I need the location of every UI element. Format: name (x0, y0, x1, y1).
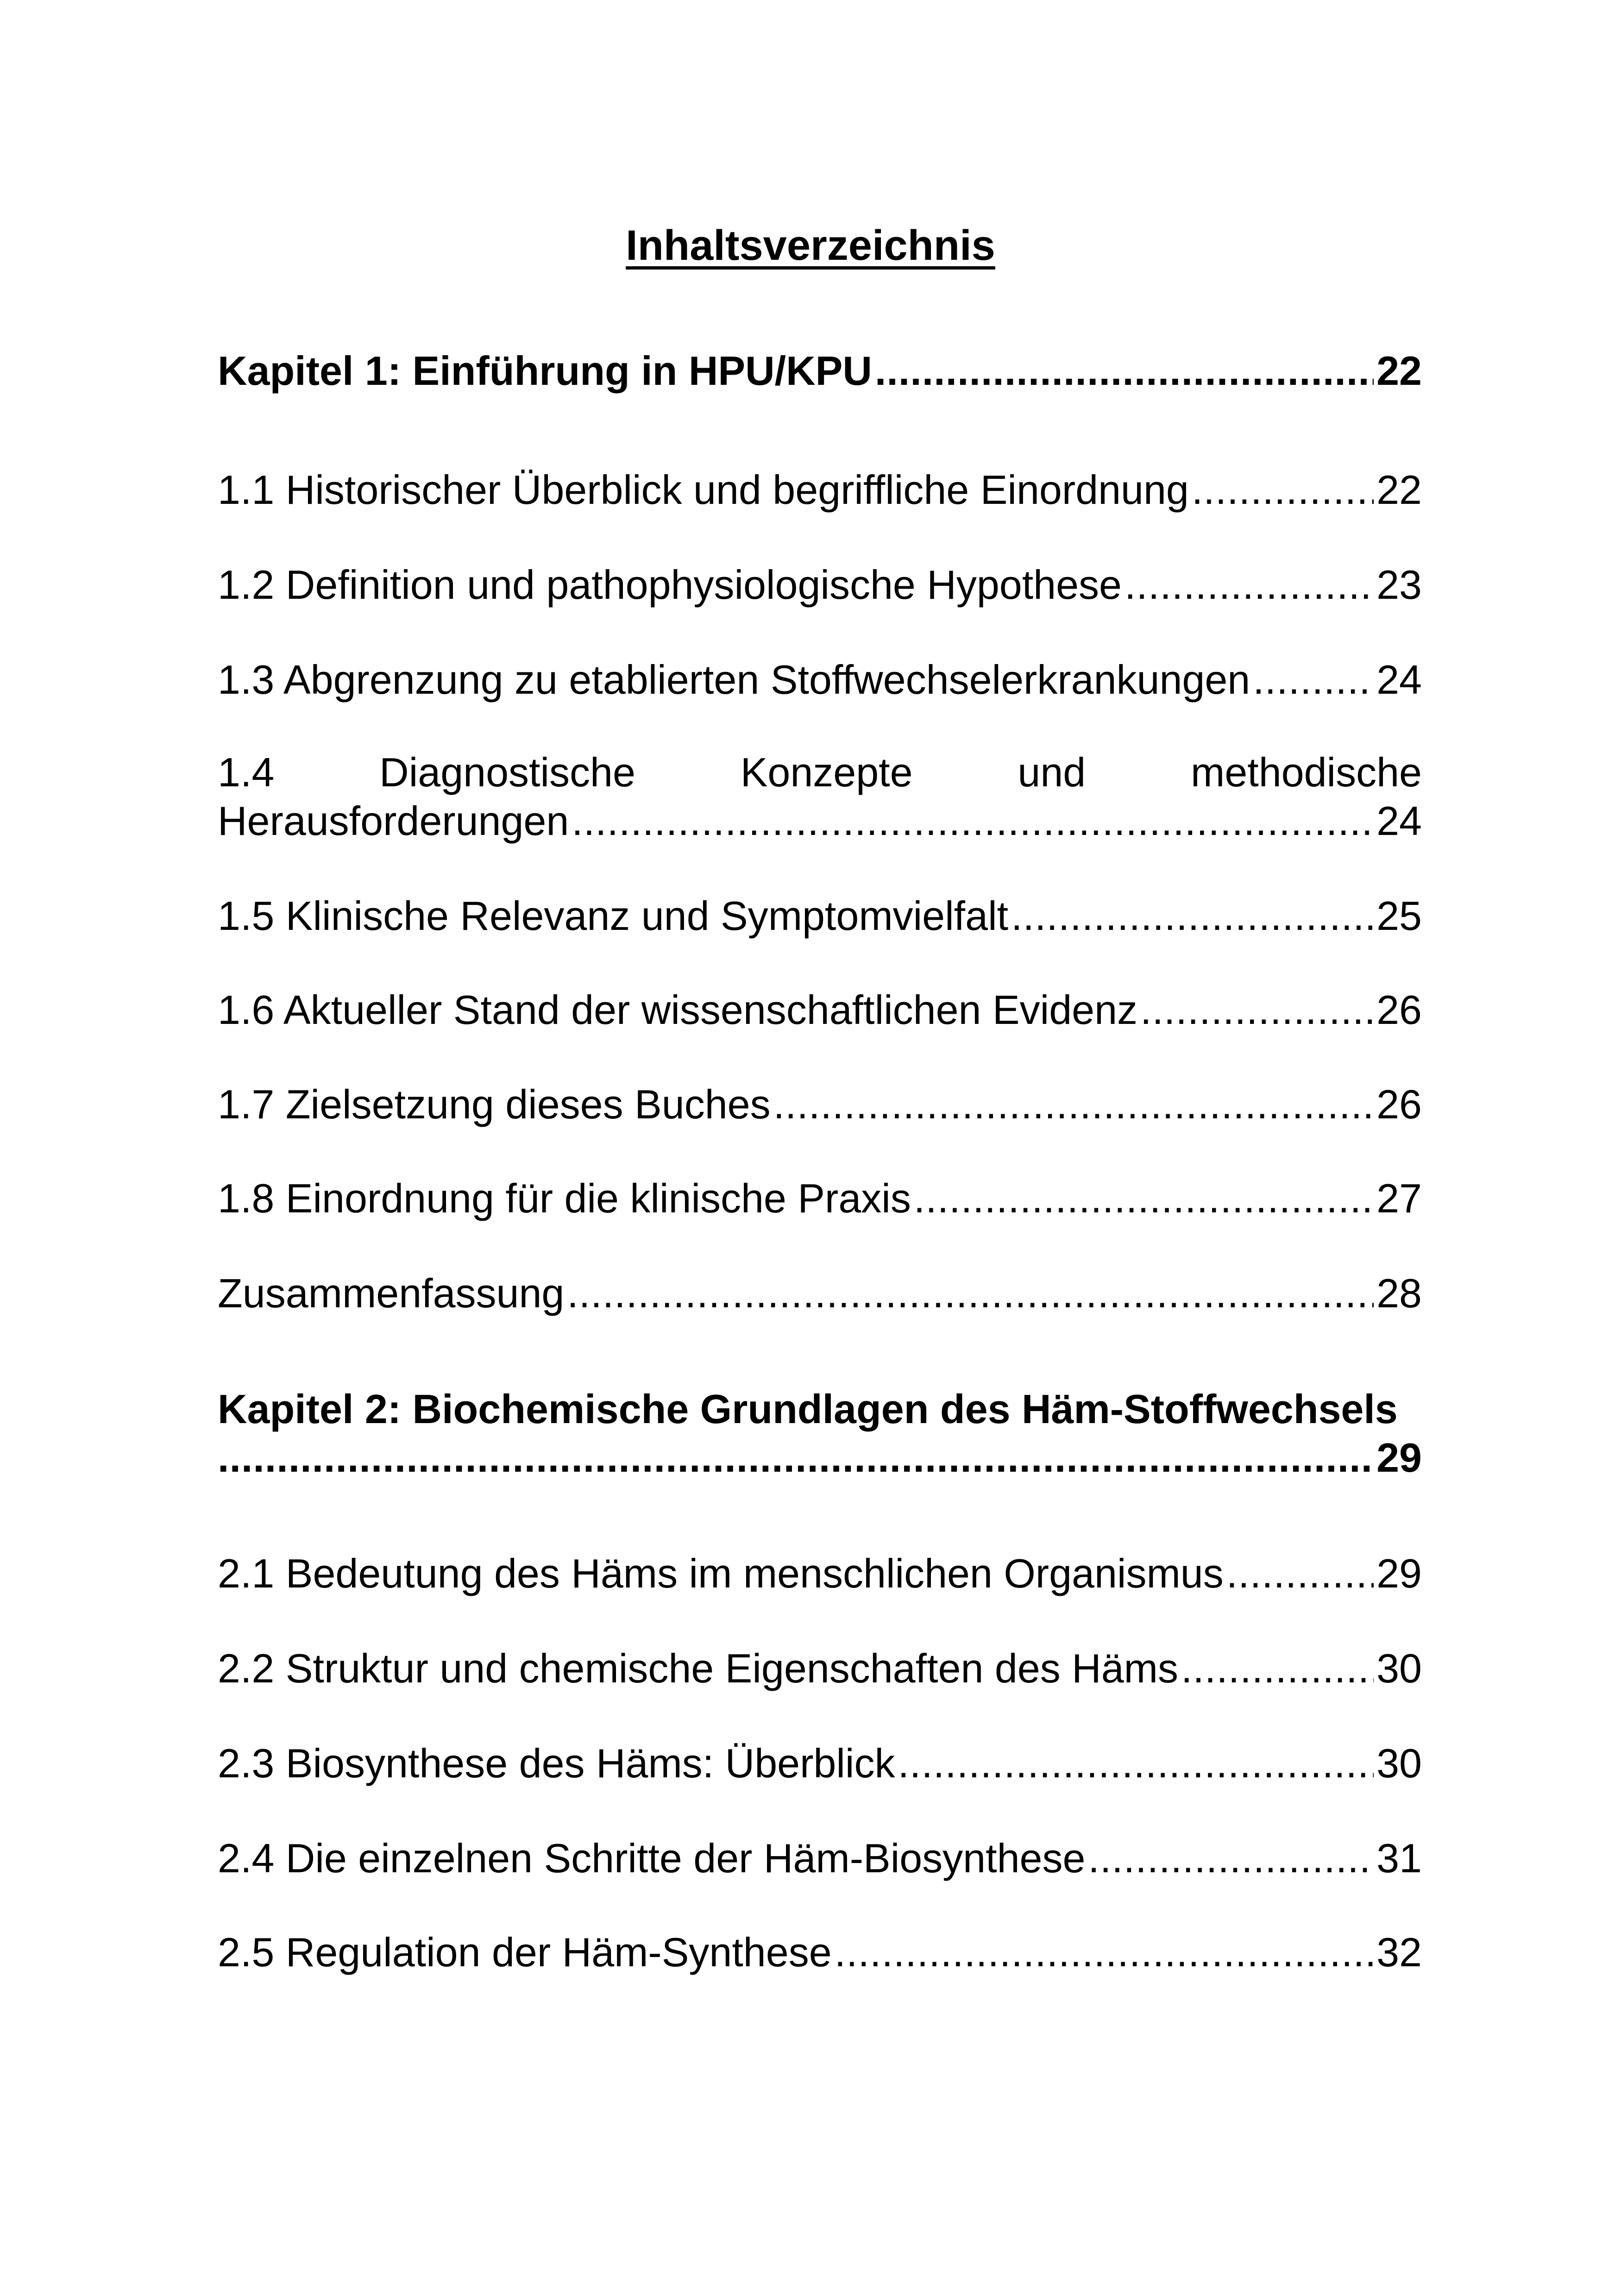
toc-entry-page: 24 (1376, 657, 1422, 703)
toc-entry-label: 1.6 Aktueller Stand der wissenschaftlichen Evidenz (218, 987, 1138, 1033)
dot-leader (835, 1928, 1374, 1976)
toc-entry-label-line1: Kapitel 2: Biochemische Grundlagen des Häm-Stoffwechsels (218, 1386, 1398, 1432)
toc-entry-label: 2.1 Bedeutung des Häms im menschlichen Organismus (218, 1550, 1224, 1596)
toc-entry-page: 26 (1376, 987, 1422, 1033)
toc-entry-label: 2.4 Die einzelnen Schritte der Häm-Biosynthese (218, 1835, 1086, 1881)
toc-entry-page: 32 (1376, 1929, 1422, 1975)
toc-word: und (1018, 749, 1086, 795)
toc-entry-1-4[interactable] (218, 748, 1422, 845)
toc-entry-label: Kapitel 1: Einführung in HPU/KPU (218, 348, 872, 394)
dot-leader (572, 797, 1374, 845)
toc-entry-label: 2.2 Struktur und chemische Eigenschaften des Häms (218, 1645, 1178, 1691)
toc-entry-label: Zusammenfassung (218, 1270, 565, 1316)
toc-word: 1.4 (218, 749, 275, 795)
toc-entry-1-6[interactable] (218, 985, 1422, 1034)
toc-entry-1-8[interactable] (218, 1174, 1422, 1223)
toc-entry-page: 25 (1376, 893, 1422, 939)
toc-entry-page: 23 (1376, 562, 1422, 608)
toc-entry-label: 1.8 Einordnung für die klinische Praxis (218, 1175, 911, 1221)
dot-leader (1140, 985, 1374, 1034)
toc-entry-label: 1.2 Definition und pathophysiologische Hypothese (218, 562, 1122, 608)
dot-leader (1226, 1549, 1374, 1598)
toc-entry-2-4[interactable] (218, 1834, 1422, 1882)
toc-entry-label: 2.3 Biosynthese des Häms: Überblick (218, 1740, 895, 1786)
toc-entry-first-line (218, 748, 1422, 797)
toc-entry-summary[interactable] (218, 1269, 1422, 1317)
toc-entry-chapter-2[interactable] (218, 1385, 1422, 1482)
dot-leader (1253, 655, 1374, 704)
dot-leader (1181, 1644, 1374, 1693)
toc-entry-1-5[interactable] (218, 891, 1422, 940)
toc-entry-page: 24 (1376, 798, 1422, 844)
toc-entry-page: 27 (1376, 1175, 1422, 1221)
toc-entry-page: 29 (1376, 1550, 1422, 1596)
toc-entry-label: 2.5 Regulation der Häm-Synthese (218, 1929, 832, 1975)
toc-entry-chapter-1[interactable] (218, 346, 1422, 395)
toc-word: Diagnostische (379, 749, 635, 795)
toc-entry-2-3[interactable] (218, 1739, 1422, 1788)
toc-entry-page: 22 (1376, 348, 1422, 394)
toc-entry-label: 1.5 Klinische Relevanz und Symptomvielfalt (218, 893, 1009, 939)
toc-entry-2-1[interactable] (218, 1549, 1422, 1598)
dot-leader (875, 346, 1374, 395)
dot-leader (567, 1269, 1374, 1317)
toc-entry-page: 28 (1376, 1270, 1422, 1316)
dot-leader (1192, 465, 1374, 514)
toc-entry-first-line (218, 1385, 1422, 1433)
toc-entry-label: 1.3 Abgrenzung zu etablierten Stoffwechselerkrankungen (218, 657, 1250, 703)
toc-entry-1-3[interactable] (218, 655, 1422, 704)
toc-entry-page: 26 (1376, 1081, 1422, 1127)
dot-leader (1011, 891, 1374, 940)
toc-title: Inhaltsverzeichnis (626, 222, 995, 269)
toc-entry-1-2[interactable] (218, 560, 1422, 609)
toc-entry-page: 30 (1376, 1740, 1422, 1786)
toc-entry-2-5[interactable] (218, 1928, 1422, 1976)
toc-entry-label: Herausforderungen (218, 798, 569, 844)
dot-leader (898, 1739, 1374, 1788)
toc-entry-label: 1.7 Zielsetzung dieses Buches (218, 1081, 771, 1127)
toc-entry-page: 29 (1376, 1435, 1422, 1480)
toc-entry-label: 1.1 Historischer Überblick und begriffliche Einordnung (218, 467, 1189, 513)
dot-leader (914, 1174, 1374, 1223)
dot-leader (773, 1080, 1374, 1129)
toc-entry-page: 22 (1376, 467, 1422, 513)
toc-word: methodische (1191, 749, 1422, 795)
toc-entry-1-7[interactable] (218, 1080, 1422, 1129)
dot-leader (1125, 560, 1374, 609)
toc-word: Konzepte (740, 749, 913, 795)
toc-entry-page: 30 (1376, 1645, 1422, 1691)
toc-entry-1-1[interactable] (218, 465, 1422, 514)
dot-leader (218, 1433, 1374, 1482)
dot-leader (1088, 1834, 1374, 1882)
toc-entry-2-2[interactable] (218, 1644, 1422, 1693)
toc-entry-page: 31 (1376, 1835, 1422, 1881)
